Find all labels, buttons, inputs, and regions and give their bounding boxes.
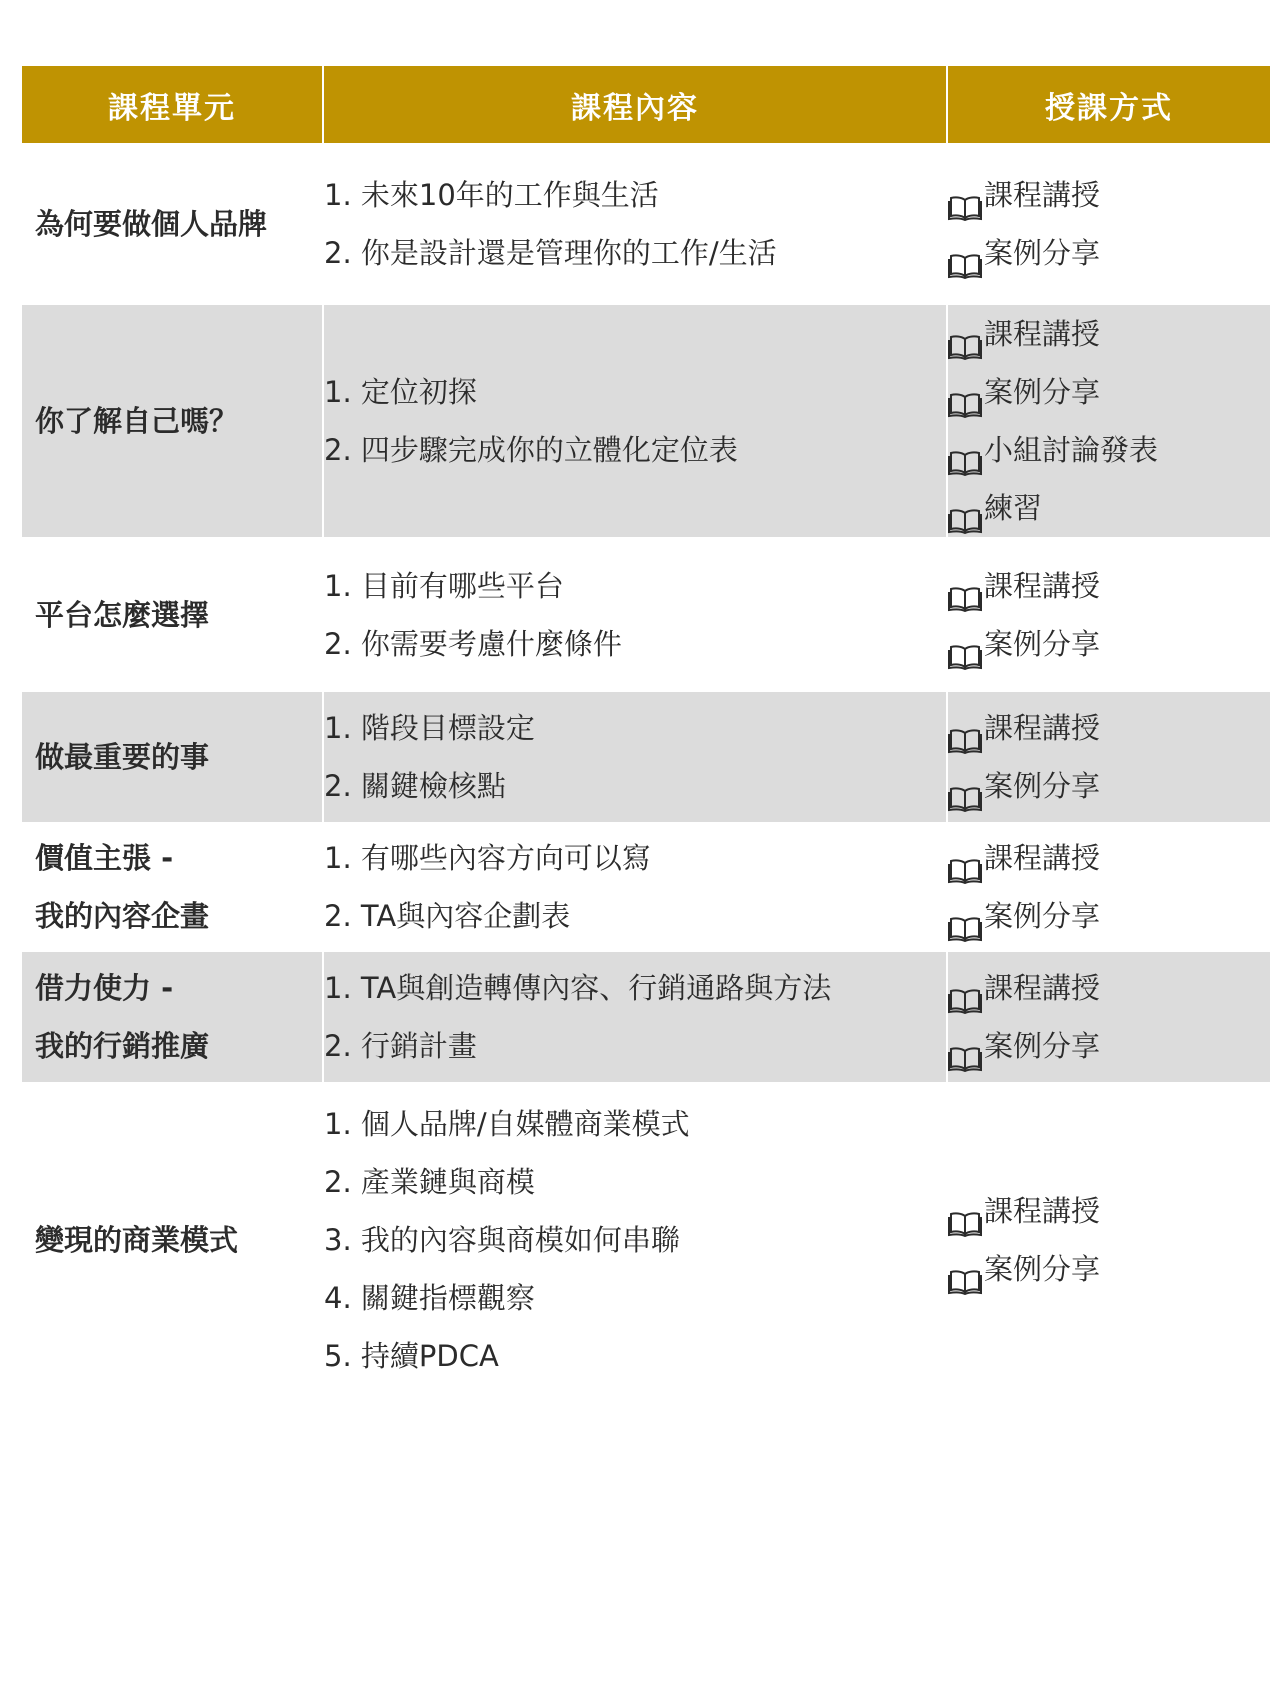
- method-cell: [947, 305, 1270, 537]
- unit-cell: [22, 952, 323, 1082]
- method-label: 小組討論發表: [984, 433, 1159, 467]
- content-item: 1. 個人品牌/自媒體商業模式: [324, 1107, 690, 1141]
- unit-cell: [22, 143, 323, 305]
- content-item: 4. 關鍵指標觀察: [324, 1281, 535, 1315]
- table-header-row: [22, 66, 1270, 143]
- content-item: 2. 四步驟完成你的立體化定位表: [324, 433, 738, 467]
- open-book-icon: [948, 903, 982, 929]
- content-item: 1. TA與創造轉傳內容、行銷通路與方法: [324, 971, 832, 1005]
- method-item: [948, 829, 1270, 887]
- method-label: 課程講授: [984, 841, 1101, 875]
- content-item: 5. 持續PDCA: [324, 1339, 499, 1373]
- open-book-icon: [948, 321, 982, 347]
- table-row: [22, 537, 1270, 692]
- method-item: [948, 959, 1270, 1017]
- method-label: 課程講授: [984, 1194, 1101, 1228]
- content-cell: [323, 952, 947, 1082]
- open-book-icon: [948, 240, 982, 266]
- open-book-icon: [948, 495, 982, 521]
- table-row: [22, 143, 1270, 305]
- unit-title: 價值主張 -: [35, 841, 174, 875]
- method-item: [948, 166, 1270, 224]
- unit-title: 變現的商業模式: [35, 1223, 239, 1257]
- unit-cell: [22, 305, 323, 537]
- method-item: [948, 1017, 1270, 1075]
- unit-title: 我的行銷推廣: [35, 1029, 210, 1063]
- method-cell: [947, 952, 1270, 1082]
- method-label: 案例分享: [984, 236, 1101, 270]
- content-item: 2. 關鍵檢核點: [324, 769, 506, 803]
- table-row: [22, 305, 1270, 537]
- method-label: 案例分享: [984, 1252, 1101, 1286]
- method-label: 課程講授: [984, 971, 1101, 1005]
- open-book-icon: [948, 573, 982, 599]
- method-label: 案例分享: [984, 1029, 1101, 1063]
- table-body: [22, 143, 1270, 1398]
- method-item: [948, 699, 1270, 757]
- method-item: [948, 421, 1270, 479]
- open-book-icon: [948, 631, 982, 657]
- method-cell: [947, 143, 1270, 305]
- method-label: 案例分享: [984, 626, 1101, 661]
- method-item: [948, 1240, 1270, 1298]
- content-item: 2. 你需要考慮什麼條件: [324, 626, 622, 661]
- method-label: 案例分享: [984, 375, 1101, 409]
- table-row: [22, 952, 1270, 1082]
- unit-title: 做最重要的事: [35, 740, 210, 774]
- open-book-icon: [948, 1198, 982, 1224]
- open-book-icon: [948, 182, 982, 208]
- method-cell: [947, 692, 1270, 822]
- method-label: 案例分享: [984, 769, 1101, 803]
- method-item: [948, 1182, 1270, 1240]
- open-book-icon: [948, 975, 982, 1001]
- method-label: 課程講授: [984, 568, 1101, 603]
- method-cell: [947, 537, 1270, 692]
- unit-cell: [22, 692, 323, 822]
- header-method: 授課方式: [947, 66, 1270, 143]
- open-book-icon: [948, 845, 982, 871]
- content-cell: [323, 305, 947, 537]
- unit-title: 平台怎麼選擇: [35, 597, 210, 632]
- method-item: [948, 363, 1270, 421]
- method-item: [948, 615, 1270, 673]
- content-item: 1. 階段目標設定: [324, 711, 535, 745]
- table-row: [22, 822, 1270, 952]
- method-item: [948, 887, 1270, 945]
- content-item: 3. 我的內容與商模如何串聯: [324, 1223, 680, 1257]
- method-label: 課程講授: [984, 178, 1101, 212]
- method-item: [948, 305, 1270, 363]
- unit-cell: [22, 537, 323, 692]
- content-item: 2. 行銷計畫: [324, 1029, 477, 1063]
- method-label: 課程講授: [984, 317, 1101, 351]
- unit-title: 為何要做個人品牌: [35, 207, 268, 241]
- open-book-icon: [948, 1033, 982, 1059]
- content-item: 1. 未來10年的工作與生活: [324, 178, 659, 212]
- method-label: 課程講授: [984, 711, 1101, 745]
- content-cell: [323, 1082, 947, 1398]
- content-cell: [323, 692, 947, 822]
- content-item: 2. 產業鏈與商模: [324, 1165, 535, 1199]
- content-cell: [323, 143, 947, 305]
- content-item: 1. 有哪些內容方向可以寫: [324, 841, 651, 875]
- method-item: [948, 224, 1270, 282]
- method-cell: [947, 822, 1270, 952]
- unit-title: 借力使力 -: [35, 971, 174, 1005]
- content-item: 2. TA與內容企劃表: [324, 899, 571, 933]
- unit-cell: [22, 1082, 323, 1398]
- table-row: [22, 692, 1270, 822]
- header-unit: 課程單元: [22, 66, 323, 143]
- open-book-icon: [948, 715, 982, 741]
- content-cell: [323, 822, 947, 952]
- method-item: [948, 757, 1270, 815]
- open-book-icon: [948, 773, 982, 799]
- open-book-icon: [948, 437, 982, 463]
- header-content: 課程內容: [323, 66, 947, 143]
- content-item: 2. 你是設計還是管理你的工作/生活: [324, 236, 777, 270]
- unit-title: 你了解自己嗎？: [35, 404, 239, 438]
- method-item: [948, 479, 1270, 537]
- method-label: 練習: [984, 491, 1043, 525]
- method-label: 案例分享: [984, 899, 1101, 933]
- open-book-icon: [948, 1256, 982, 1282]
- content-item: 1. 定位初探: [324, 375, 477, 409]
- content-item: 1. 目前有哪些平台: [324, 568, 564, 603]
- method-cell: [947, 1082, 1270, 1398]
- method-item: [948, 557, 1270, 615]
- unit-title: 我的內容企畫: [35, 899, 210, 933]
- table-row: [22, 1082, 1270, 1398]
- unit-cell: [22, 822, 323, 952]
- content-cell: [323, 537, 947, 692]
- course-table: [22, 66, 1270, 1398]
- open-book-icon: [948, 379, 982, 405]
